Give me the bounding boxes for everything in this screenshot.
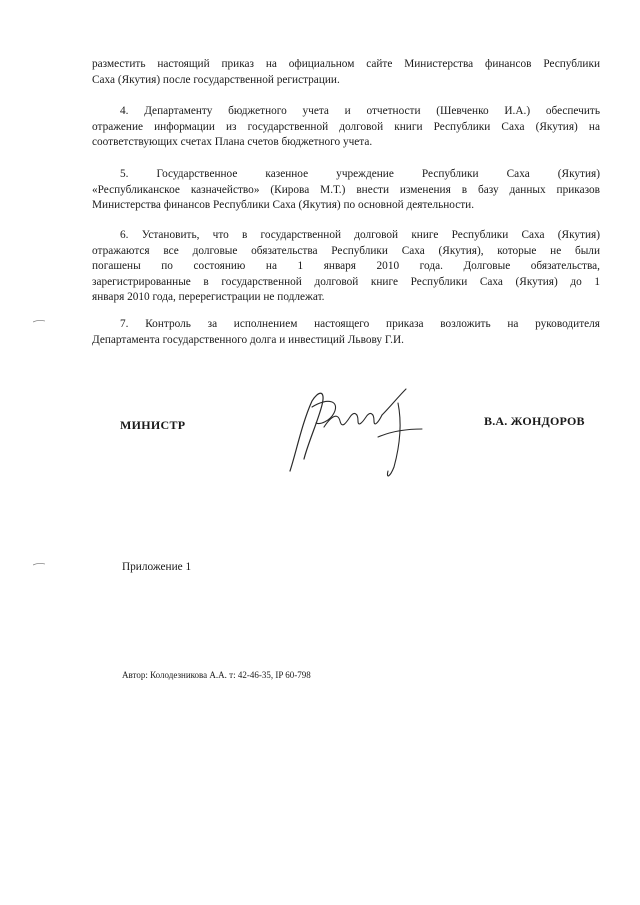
text-line: зарегистрированные в государственной долговой книге Республики Саха (Якутия) до 1: [92, 275, 600, 288]
text-line: 6. Установить, что в государственной долговой книге Республики Саха (Якутия): [120, 229, 600, 241]
text-line: Министерства финансов Республики Саха (Якутия) по основной деятельности.: [92, 199, 475, 212]
paragraph-item-7: [92, 317, 600, 348]
text-line: «Республиканское казначейство» (Кирова М.Т.) внести изменения в базу данных приказов: [92, 183, 600, 196]
paragraph-item-6: [92, 228, 600, 306]
text-line: погашены по состоянию на 1 января 2010 года. Долговые обязательства,: [92, 260, 600, 273]
signer-title: МИНИСТР: [120, 418, 186, 432]
text-line: разместить настоящий приказ на официальном сайте Министерства финансов Республики: [92, 58, 600, 70]
paragraph-item-4: [92, 104, 600, 151]
signer-name: В.А. ЖОНДОРОВ: [484, 414, 585, 428]
author-line: Автор: Колодезникова А.А. т: 42-46-35, IP 60-798: [122, 670, 311, 680]
paragraph-item-5: [92, 167, 600, 214]
text-line: Саха (Якутия) после государственной регистрации.: [92, 73, 340, 86]
text-line: 5. Государственное казенное учреждение Республики Саха (Якутия): [120, 168, 600, 180]
text-line: 4. Департаменту бюджетного учета и отчетности (Шевченко И.А.) обеспечить: [120, 105, 600, 117]
text-line: отражение информации из государственной долговой книги Республики Саха (Якутия) на: [92, 120, 600, 133]
text-line: отражаются все долговые обязательства Республики Саха (Якутия), которые не были: [92, 244, 600, 257]
margin-mark: [33, 562, 45, 566]
text-line: соответствующих счетах Плана счетов бюджетного учета.: [92, 136, 373, 149]
margin-mark: [33, 319, 45, 323]
paragraph-publication: [92, 57, 600, 88]
text-line: января 2010 года, перерегистрации не подлежат.: [92, 291, 325, 304]
appendix-label: Приложение 1: [122, 561, 192, 573]
text-line: Департамента государственного долга и инвестиций Львову Г.И.: [92, 333, 404, 346]
text-line: 7. Контроль за исполнением настоящего приказа возложить на руководителя: [120, 318, 600, 330]
handwritten-signature: [282, 383, 442, 483]
